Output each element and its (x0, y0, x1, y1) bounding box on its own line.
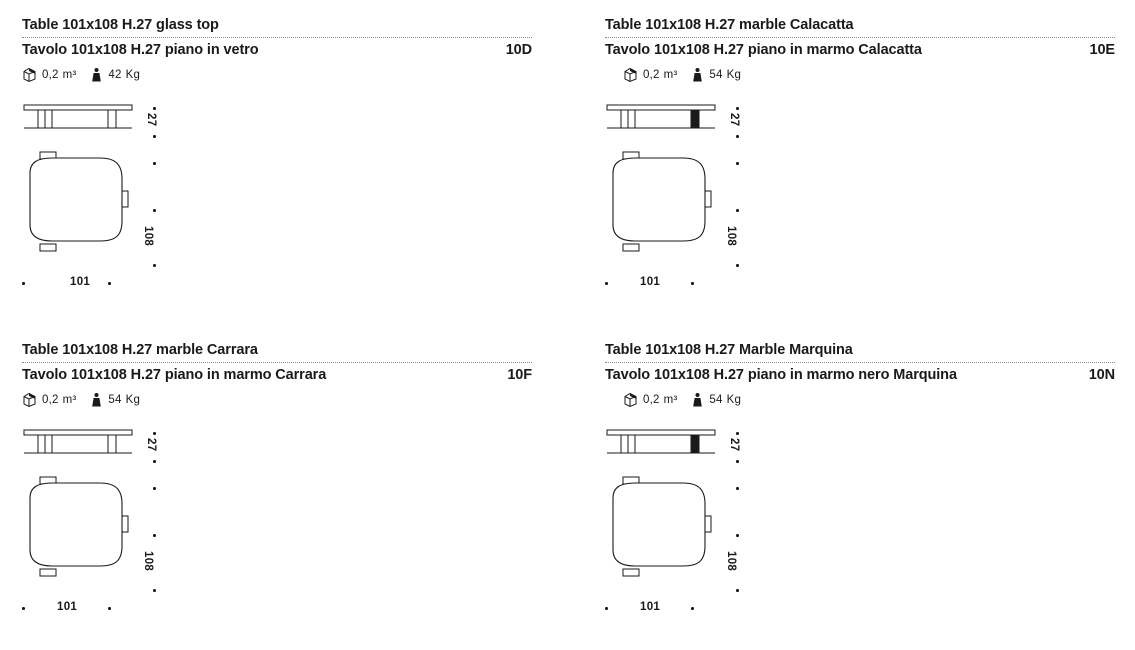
product-code: 10D (505, 42, 532, 58)
box-icon (623, 392, 638, 408)
top-view-drawing (605, 474, 720, 579)
dim-tick (736, 107, 739, 110)
side-elevation-drawing (22, 101, 137, 136)
product-specs (605, 392, 1115, 408)
dim-tick (736, 589, 739, 592)
product-specs (605, 67, 1115, 83)
product-title-row (22, 366, 532, 384)
dim-tick (22, 607, 25, 610)
dim-tick (153, 264, 156, 267)
product-code: 10E (1089, 42, 1115, 58)
product-card (605, 341, 1115, 626)
product-title-it: Tavolo 101x108 H.27 piano in marmo Carrara (22, 367, 327, 383)
dim-tick (736, 162, 739, 165)
product-title-row (22, 41, 532, 59)
height-dimension: 27 (728, 113, 740, 127)
dim-tick (736, 534, 739, 537)
dim-tick (605, 607, 608, 610)
dim-tick (736, 460, 739, 463)
product-title-row (605, 41, 1115, 59)
top-view-drawing (605, 149, 720, 254)
product-title-en: Table 101x108 H.27 marble Carrara (22, 342, 258, 358)
dim-tick (153, 460, 156, 463)
dim-tick (153, 135, 156, 138)
side-elevation-drawing (605, 101, 720, 136)
technical-drawings (22, 426, 532, 626)
depth-dimension: 108 (142, 551, 154, 572)
volume-spec (22, 67, 76, 83)
divider (605, 37, 1115, 38)
dim-tick (153, 534, 156, 537)
volume-spec (623, 392, 677, 408)
technical-drawings (605, 426, 1115, 626)
top-view-drawing (22, 474, 137, 579)
side-elevation-drawing (22, 426, 137, 461)
dim-tick (605, 282, 608, 285)
dim-tick (736, 432, 739, 435)
box-icon (22, 392, 37, 408)
height-dimension: 27 (145, 113, 157, 127)
weight-spec (90, 67, 140, 83)
weight-spec (691, 392, 741, 408)
volume-spec (22, 392, 76, 408)
dim-tick (153, 589, 156, 592)
product-title-en: Table 101x108 H.27 Marble Marquina (605, 342, 853, 358)
dim-tick (736, 264, 739, 267)
technical-drawings (22, 101, 532, 301)
dim-tick (691, 282, 694, 285)
dim-tick (153, 107, 156, 110)
technical-drawings (605, 101, 1115, 301)
volume-value: 0,2 m³ (42, 69, 77, 81)
width-dimension: 101 (640, 601, 661, 613)
box-icon (22, 67, 37, 83)
weight-value: 42 Kg (108, 69, 141, 81)
divider (22, 362, 532, 363)
dim-tick (153, 162, 156, 165)
dim-tick (736, 487, 739, 490)
product-title-row (605, 366, 1115, 384)
weight-value: 54 Kg (709, 394, 742, 406)
height-dimension: 27 (145, 438, 157, 452)
product-title-en: Table 101x108 H.27 glass top (22, 17, 219, 33)
weight-value: 54 Kg (709, 69, 742, 81)
dim-tick (108, 282, 111, 285)
dim-tick (736, 209, 739, 212)
box-icon (623, 67, 638, 83)
divider (22, 37, 532, 38)
weight-icon (90, 67, 103, 83)
weight-value: 54 Kg (108, 394, 141, 406)
depth-dimension: 108 (725, 226, 737, 247)
width-dimension: 101 (57, 601, 78, 613)
product-code: 10N (1088, 367, 1115, 383)
product-specs (22, 67, 532, 83)
volume-value: 0,2 m³ (643, 394, 678, 406)
dim-tick (691, 607, 694, 610)
side-elevation-drawing (605, 426, 720, 461)
dim-tick (22, 282, 25, 285)
width-dimension: 101 (640, 276, 661, 288)
width-dimension: 101 (70, 276, 91, 288)
product-card (22, 341, 532, 626)
weight-icon (691, 392, 704, 408)
dim-tick (153, 209, 156, 212)
top-view-drawing (22, 149, 137, 254)
volume-value: 0,2 m³ (42, 394, 77, 406)
dim-tick (108, 607, 111, 610)
product-card (605, 16, 1115, 301)
divider (605, 362, 1115, 363)
product-code: 10F (507, 367, 532, 383)
volume-spec (623, 67, 677, 83)
dim-tick (153, 487, 156, 490)
product-card (22, 16, 532, 301)
dim-tick (153, 432, 156, 435)
weight-icon (691, 67, 704, 83)
product-specs (22, 392, 532, 408)
product-title-it: Tavolo 101x108 H.27 piano in vetro (22, 42, 259, 58)
dim-tick (736, 135, 739, 138)
volume-value: 0,2 m³ (643, 69, 678, 81)
weight-spec (691, 67, 741, 83)
height-dimension: 27 (728, 438, 740, 452)
weight-spec (90, 392, 140, 408)
depth-dimension: 108 (142, 226, 154, 247)
product-title-it: Tavolo 101x108 H.27 piano in marmo nero Marquina (605, 367, 957, 383)
product-title-en: Table 101x108 H.27 marble Calacatta (605, 17, 854, 33)
product-title-it: Tavolo 101x108 H.27 piano in marmo Calacatta (605, 42, 922, 58)
depth-dimension: 108 (725, 551, 737, 572)
weight-icon (90, 392, 103, 408)
